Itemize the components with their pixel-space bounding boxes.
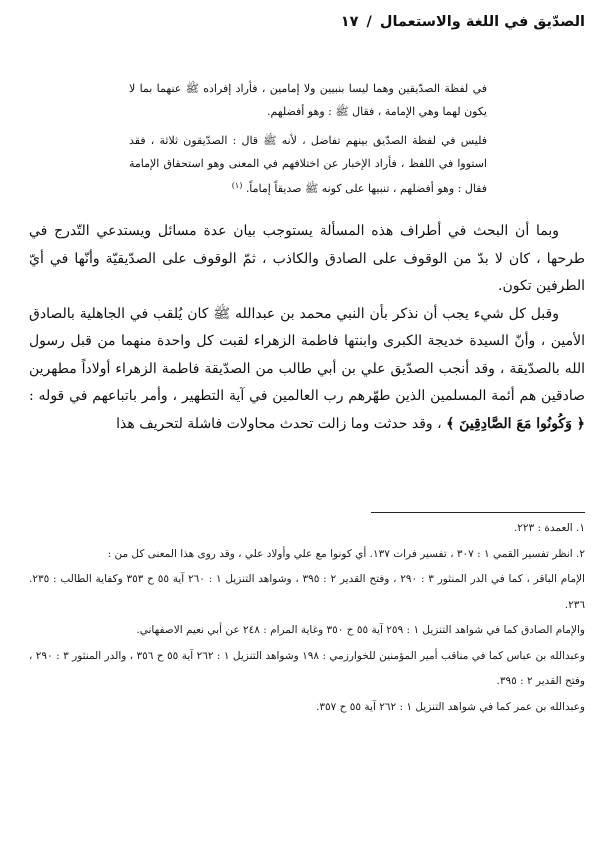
quote-paragraph-1: في لفظة الصدّيقين وهما ليسا بنبيين ولا إمامين ، فأراد إفراده ﷺ عنهما بما لا يكون لهما وهي الإمامة ، فقال ﷺ : وهو أفضلهم.: [129, 82, 487, 118]
footnote-2-item-sadiq: والإمام الصادق كما في شواهد التنزيل ١ : ٢٥٩ آية ٥٥ ح ٣٥٠ وغاية المرام : ٢٤٨ عن أبي نعيم الاصفهاني.: [136, 624, 585, 636]
footnote-divider: [371, 512, 585, 513]
main-text: [29, 218, 585, 438]
footnotes: [29, 516, 585, 720]
body-paragraph-2-start: وقبل كل شيء يجب أن نذكر بأن النبي محمد بن عبدالله ﷺ كان يُلقب في الجاهلية بالصادق الأمين ، وأنّ السيدة خديجة الكبرى وابنتها فاطمة الزهراء لقبت كل واحدة منهما من قبل رسول الله بالصدّيقة ، وقد أنجب الصدّيق علي بن أبي طالب من الصدّيقة فاطمة الزهراء أولاداً مطهرين صادقين هم أئمة المسلمين الذين طهّرهم رب العالمين في آية التطهير ، وأمر باتباعهم في قوله :: [29, 305, 585, 404]
quote-paragraph-2-text: فليس في لفظة الصدّيق بينهم تفاضل ، لأنه ﷺ قال : الصدّيقون ثلاثة ، فقد استووا في اللفظ ، فأراد الإخبار عن اختلافهم في المعنى وهو استحقاق الإمامة فقال : وهو أفضلهم ، تنبيها على كونه ﷺ صديقاً إماماً.: [129, 134, 487, 195]
header-separator: /: [366, 14, 372, 30]
quoted-passage: [129, 78, 487, 201]
footnote-1: ١. العمدة : ٢٢٣.: [513, 522, 585, 534]
footnote-2-item-ibn-abbas: وعبدالله بن عباس كما في مناقب أمير المؤمنين للخوارزمي : ١٩٨ وشواهد التنزيل ١ : ٢٦٢ آية ٥٥ ح ٣٥٦ ، والدر المنثور ٣ : ٢٩٠ ، وفتح القدير ٢ : ٣٩٥.: [29, 649, 585, 687]
page-number: ١٧: [340, 14, 359, 30]
body-paragraph-2: [29, 301, 585, 439]
footnote-2-item-ibn-umar: وعبدالله بن عمر كما في شواهد التنزيل ١ : ٢٦٢ آية ٥٥ ح ٣٥٧.: [316, 700, 585, 713]
quran-verse: ﴿ وَكُونُوا مَعَ الصَّادِقِينَ ﴾: [446, 415, 585, 432]
body-paragraph-2-end: ، وقد حدثت وما زالت تحدث محاولات فاشلة لتحريف هذا: [116, 415, 442, 432]
footnote-2: ٢. انظر تفسير القمي ١ : ٣٠٧ ، تفسير فرات ١٣٧. أي كونوا مع علي وأولاد علي ، وقد روى هذا المعنى كل من :: [107, 547, 585, 560]
quote-paragraph-2: [129, 130, 487, 201]
body-paragraph-1: وبما أن البحث في أطراف هذه المسألة يستوجب بيان عدة مسائل ويستدعي التّدرج في طرحها ، كان لا بدّ من الوقوف على الصادق والكاذب ، ثمّ الوقوف على الصدّيقيّة وأنّها في أيّ الطرفين تكون.: [29, 223, 585, 294]
footnote-2-item-baqir: الإمام الباقر ، كما في الدر المنثور ٣ : ٢٩٠ ، وفتح القدير ٢ : ٣٩٥ ، وشواهد التنزيل ١ : ٢٦٠ آية ٥٥ ح ٣٥٣ وكفاية الطالب : ٢٣٥. ٢٣٦.: [29, 573, 585, 611]
footnote-ref-1: (١): [231, 181, 243, 190]
chapter-title: الصدّيق في اللغة والاستعمال: [379, 14, 585, 30]
running-header: [40, 14, 585, 38]
